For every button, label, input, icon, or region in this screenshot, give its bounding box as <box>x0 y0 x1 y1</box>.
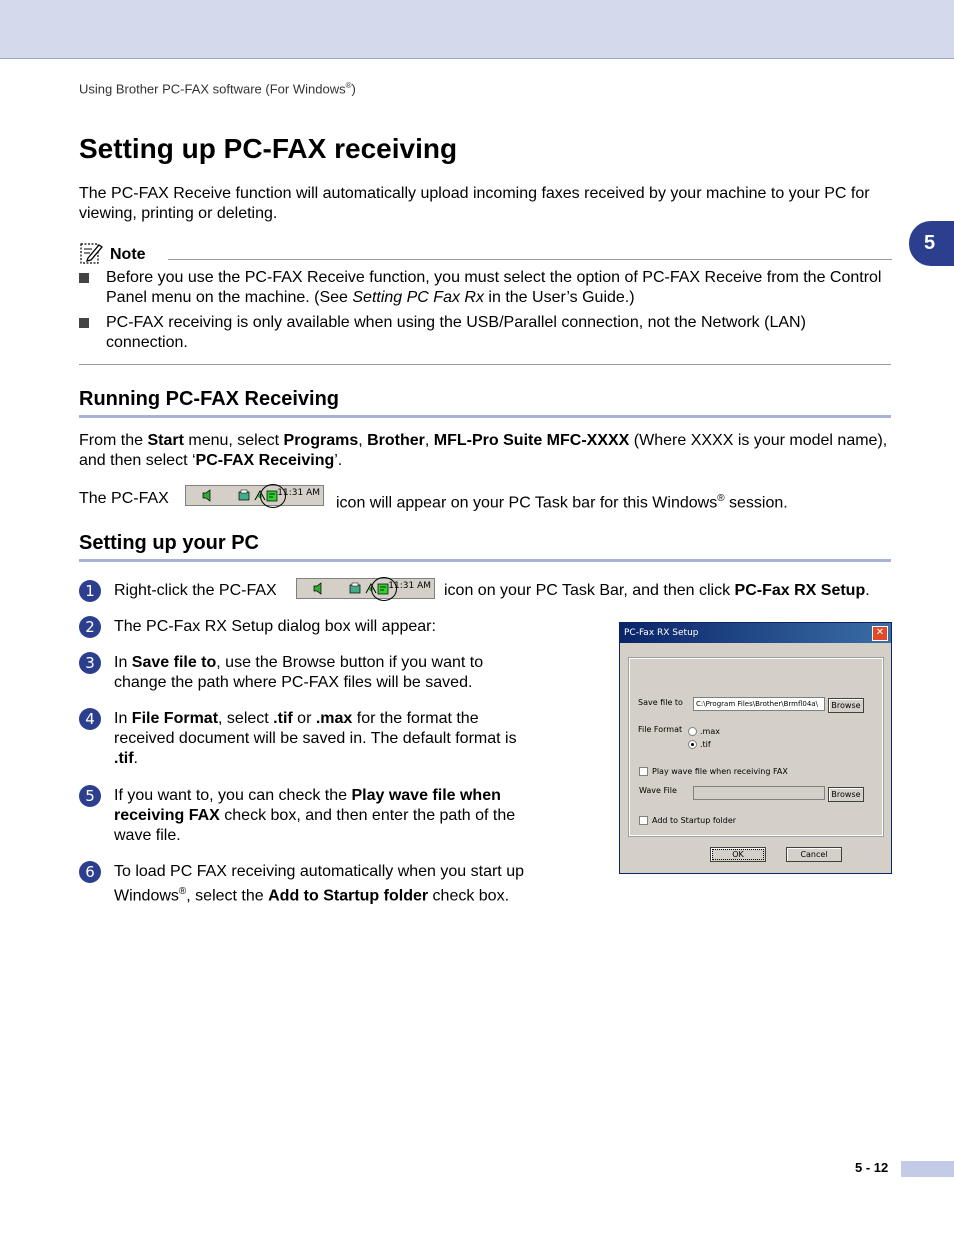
speaker-icon <box>312 582 324 595</box>
note-item: Before you use the PC-FAX Receive function, you must select the option of PC-FAX Receive from the Control Panel menu on the machine. (See Setting PC Fax Rx in the User’s Guide.) <box>79 268 891 308</box>
add-startup-label: Add to Startup folder <box>652 816 737 825</box>
printer-tray-icon <box>238 489 250 502</box>
taskbar-sentence-start: The PC-FAX <box>79 490 169 507</box>
bullet-square-icon <box>79 273 89 283</box>
running-paragraph: From the Start menu, select Programs, Brother, MFL-Pro Suite MFC-XXXX (Where XXXX is your model name), and then select ‘PC-FAX Receiving’. <box>79 432 888 469</box>
file-format-label: File Format <box>638 725 683 734</box>
taskbar-sentence-end: icon will appear on your PC Task bar for this Windows® session. <box>336 493 788 512</box>
browse-wave-button[interactable]: Browse <box>828 787 864 802</box>
speaker-icon <box>201 489 213 502</box>
pc-fax-rx-setup-dialog <box>619 622 892 874</box>
format-max-label: .max <box>700 727 720 736</box>
tray-clock: 11:31 AM <box>388 581 431 591</box>
step-1: 1 Right-click the PC-FAX icon on your PC Task Bar, and then click PC-Fax RX Setup. <box>79 580 894 602</box>
page-title: Setting up PC-FAX receiving <box>79 133 458 164</box>
intro-paragraph: The PC-FAX Receive function will automatically upload incoming faxes received by your machine to your PC for viewing, printing or deleting. <box>79 185 870 222</box>
note-pencil-icon <box>80 241 104 265</box>
note-header <box>80 241 892 265</box>
step-6: 6 To load PC FAX receiving automatically when you start up Windows®, select the Add to Startup folder check box. <box>79 861 549 925</box>
step-5: 5 If you want to, you can check the Play wave file when receiving FAX check box, and then enter the path of the wave file. <box>79 785 549 849</box>
tray-clock: 11:31 AM <box>277 488 320 498</box>
note-item: PC-FAX receiving is only available when using the USB/Parallel connection, not the Network (LAN) connection. <box>79 313 891 353</box>
step-number-badge: 5 <box>79 785 101 807</box>
save-file-label: Save file to <box>638 698 683 707</box>
taskbar-tray-image <box>296 578 435 599</box>
bullet-square-icon <box>79 318 89 328</box>
footer-tab <box>901 1161 954 1177</box>
taskbar-tray-image <box>185 485 324 506</box>
play-wave-label: Play wave file when receiving FAX <box>652 767 788 776</box>
wave-file-label: Wave File <box>639 786 677 795</box>
printer-tray-icon <box>349 582 361 595</box>
chapter-tab: 5 <box>909 221 954 266</box>
breadcrumb: Using Brother PC-FAX software (For Windows®) <box>79 81 356 97</box>
cancel-button[interactable]: Cancel <box>786 847 842 862</box>
format-tif-label: .tif <box>700 740 711 749</box>
step-4: 4 In File Format, select .tif or .max for the format the received document will be saved in. The default format is .tif. <box>79 708 549 772</box>
add-startup-checkbox[interactable] <box>639 816 648 825</box>
step-3: 3 In Save file to, use the Browse button if you want to change the path where PC-FAX files will be saved. <box>79 652 549 696</box>
step-number-badge: 6 <box>79 861 101 883</box>
play-wave-checkbox[interactable] <box>639 767 648 776</box>
step-number-badge: 3 <box>79 652 101 674</box>
wave-file-field[interactable] <box>693 786 825 800</box>
note-label: Note <box>110 246 146 263</box>
ok-button[interactable]: OK <box>710 847 766 862</box>
close-icon[interactable]: ✕ <box>872 626 888 641</box>
step-2: 2 The PC-Fax RX Setup dialog box will appear: <box>79 616 549 638</box>
step-number-badge: 1 <box>79 580 101 602</box>
step-number-badge: 4 <box>79 708 101 730</box>
note-divider <box>168 259 892 260</box>
section-heading-running: Running PC-FAX Receiving <box>79 388 891 418</box>
note-end-divider <box>79 364 891 365</box>
settings-group <box>629 658 883 836</box>
header-band <box>0 0 954 59</box>
format-max-radio[interactable] <box>688 727 697 736</box>
page-number: 5 - 12 <box>855 1160 889 1175</box>
format-tif-radio[interactable] <box>688 740 697 749</box>
dialog-title: PC-Fax RX Setup <box>620 623 891 643</box>
browse-save-button[interactable]: Browse <box>828 698 864 713</box>
save-file-field[interactable]: C:\Program Files\Brother\Brmfl04a\ <box>693 697 825 711</box>
section-heading-setup: Setting up your PC <box>79 532 891 562</box>
step-number-badge: 2 <box>79 616 101 638</box>
